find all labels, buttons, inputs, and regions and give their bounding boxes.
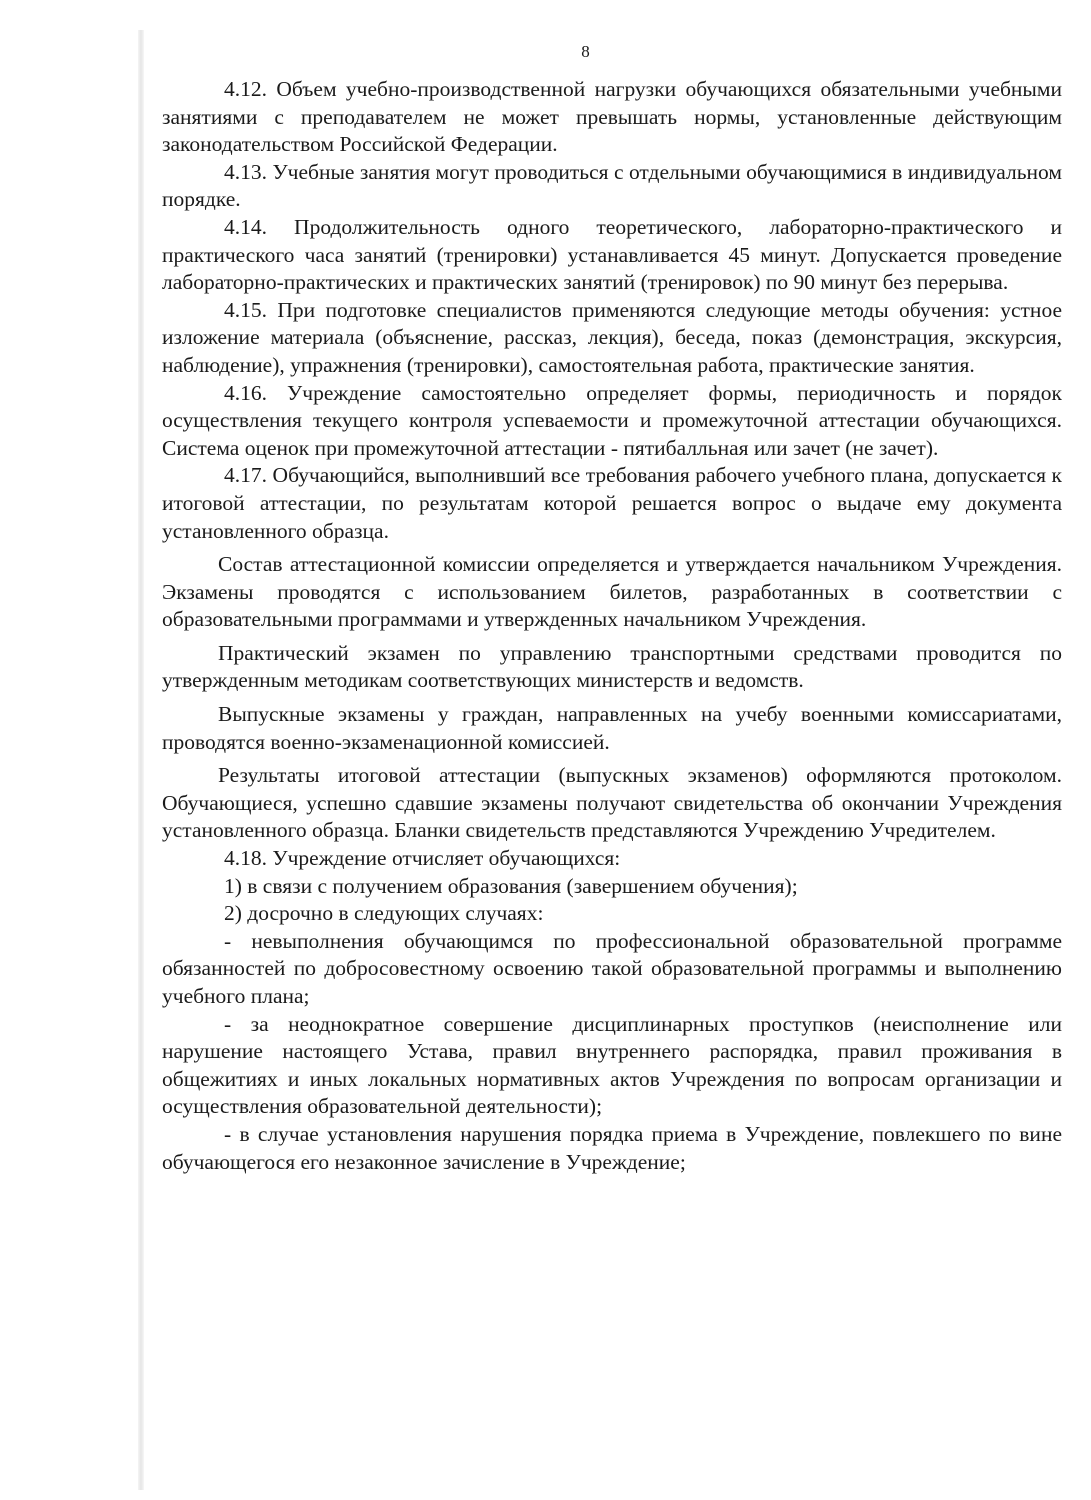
paragraph-practical-exam: Практический экзамен по управлению транспортными средствами проводится по утвержденным методикам соответствующих министерств и ведомств. (162, 640, 1062, 693)
list-item-dash-1: - невыполнения обучающимся по профессиональной образовательной программе обязанностей по добросовестному освоению такой образовательной программы и выполнению учебного плана; (162, 928, 1062, 1008)
paragraph-4-16: 4.16. Учреждение самостоятельно определяет формы, периодичность и порядок осуществления текущего контроля успеваемости и промежуточной аттестации обучающихся. Система оценок при промежуточной аттестации - пятибалльная или зачет (не зачет). (162, 380, 1062, 460)
list-item-1: 1) в связи с получением образования (завершением обучения); (224, 873, 798, 898)
paragraph-final-exams: Выпускные экзамены у граждан, направленных на учебу военными комиссариатами, проводятся военно-экзаменационной комиссией. (162, 702, 1062, 754)
list-item-dash-2: - за неоднократное совершение дисциплинарных проступков (неисполнение или нарушение настоящего Устава, правил внутреннего распорядка, правил проживания в общежитиях и иных локальных нормативных актов Учреждения по вопросам организации и осуществления образовательной деятельности); (162, 1011, 1062, 1119)
document-body (162, 76, 1062, 1176)
page-number: 8 (581, 42, 590, 61)
paragraph-4-17: 4.17. Обучающийся, выполнивший все требования рабочего учебного плана, допускается к итоговой аттестации, по результатам которой решается вопрос о выдаче ему документа установленного образца. (162, 463, 1062, 543)
paragraph-4-18: 4.18. Учреждение отчисляет обучающихся: (224, 846, 621, 871)
paragraph-commission: Состав аттестационной комиссии определяется и утверждается начальником Учреждения. Экзамены проводятся с использованием билетов, разработанных в соответствии с образовательными программами и утвержденных начальником Учреждения. (162, 552, 1062, 632)
paragraph-4-12: 4.12. Объем учебно-производственной нагрузки обучающихся обязательными учебными занятиями с преподавателем не может превышать нормы, установленные действующим законодательством Российской Федерации. (162, 77, 1062, 157)
scan-margin-shadow (138, 30, 144, 1490)
paragraph-4-13: 4.13. Учебные занятия могут проводиться с отдельными обучающимися в индивидуальном порядке. (162, 159, 1062, 212)
paragraph-4-15: 4.15. При подготовке специалистов применяются следующие методы обучения: устное изложение материала (объяснение, рассказ, лекция), беседа, показ (демонстрация, экскурсия, наблюдение), упражнения (тренировки), самостоятельная работа, практические занятия. (162, 297, 1062, 377)
list-item-2: 2) досрочно в следующих случаях: (224, 901, 544, 926)
paragraph-4-14: 4.14. Продолжительность одного теоретического, лабораторно-практического и практического часа занятий (тренировки) устанавливается 45 минут. Допускается проведение лабораторно-практических и практических занятий (тренировок) по 90 минут без перерыва. (162, 214, 1062, 295)
list-item-dash-3: - в случае установления нарушения порядка приема в Учреждение, повлекшего по вине обучающегося его незаконное зачисление в Учреждение; (162, 1121, 1062, 1174)
paragraph-results: Результаты итоговой аттестации (выпускных экзаменов) оформляются протоколом. Обучающиеся, успешно сдавшие экзамены получают свидетельства об окончании Учреждения установленного образца. Бланки свидетельств представляются Учреждению Учредителем. (162, 763, 1062, 843)
